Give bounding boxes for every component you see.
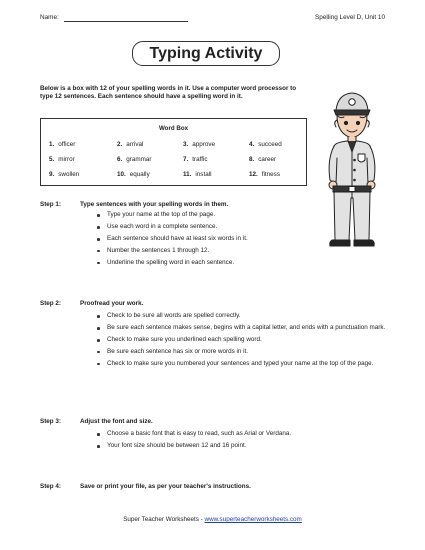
word-item: 9. swollen bbox=[49, 171, 80, 178]
name-label: Name: bbox=[40, 14, 59, 21]
list-item: Underline the spelling word in each sentence. bbox=[96, 259, 390, 268]
word-item: 8. career bbox=[249, 156, 277, 163]
step-1-bullets bbox=[96, 211, 390, 270]
level-label: Spelling Level D, Unit 10 bbox=[315, 14, 385, 21]
step-3-bullets bbox=[96, 430, 390, 454]
step-4-label: Step 4: bbox=[40, 483, 61, 490]
list-item: Type your name at the top of the page. bbox=[96, 211, 390, 220]
word-item: 3. approve bbox=[183, 141, 216, 148]
step-3-title: Adjust the font and size. bbox=[80, 418, 153, 425]
intro-text: Below is a box with 12 of your spelling words in it. Use a computer word processor to type 12 sentences. Each sentence should have a spelling word in it. bbox=[40, 85, 297, 101]
list-item: Number the sentences 1 through 12. bbox=[96, 247, 390, 256]
word-item: 1. officer bbox=[49, 141, 76, 148]
word-item: 10. equally bbox=[117, 171, 150, 178]
worksheet-header bbox=[40, 14, 385, 26]
word-item: 7. traffic bbox=[183, 156, 208, 163]
name-line bbox=[64, 21, 188, 22]
step-2-label: Step 2: bbox=[40, 300, 61, 307]
footer-text: Super Teacher Worksheets - bbox=[123, 516, 205, 523]
step-2-bullets bbox=[96, 312, 390, 371]
list-item: Choose a basic font that is easy to read, such as Arial or Verdana. bbox=[96, 430, 390, 439]
word-item: 6. grammar bbox=[117, 156, 152, 163]
list-item: Check to make sure you underlined each spelling word. bbox=[96, 336, 390, 345]
step-1-label: Step 1: bbox=[40, 201, 61, 208]
footer-link[interactable]: www.superteacherworksheets.com bbox=[204, 516, 302, 523]
list-item: Use each word in a complete sentence. bbox=[96, 223, 390, 232]
page-title: Typing Activity bbox=[132, 41, 280, 66]
word-item: 4. succeed bbox=[249, 141, 282, 148]
list-item: Be sure each sentence makes sense, begins with a capital letter, and ends with a punctuation mark. bbox=[96, 324, 390, 333]
footer bbox=[0, 516, 425, 523]
step-3-label: Step 3: bbox=[40, 418, 61, 425]
word-item: 5. mirror bbox=[49, 156, 75, 163]
word-box bbox=[40, 118, 307, 186]
word-item: 2. arrival bbox=[117, 141, 144, 148]
word-item: 11. install bbox=[183, 171, 212, 178]
step-1-title: Type sentences with your spelling words in them. bbox=[80, 201, 229, 208]
list-item: Each sentence should have at least six words in it. bbox=[96, 235, 390, 244]
list-item: Be sure each sentence has six or more words in it. bbox=[96, 348, 390, 357]
list-item: Your font size should be between 12 and 16 point. bbox=[96, 442, 390, 451]
word-item: 12. fitness bbox=[249, 171, 280, 178]
step-4-title: Save or print your file, as per your teacher's instructions. bbox=[80, 483, 251, 490]
list-item: Check to be sure all words are spelled correctly. bbox=[96, 312, 390, 321]
word-box-title: Word Box bbox=[158, 125, 189, 132]
step-2-title: Proofread your work. bbox=[80, 300, 144, 307]
list-item: Check to make sure you numbered your sentences and typed your name at the top of the page. bbox=[96, 360, 390, 369]
